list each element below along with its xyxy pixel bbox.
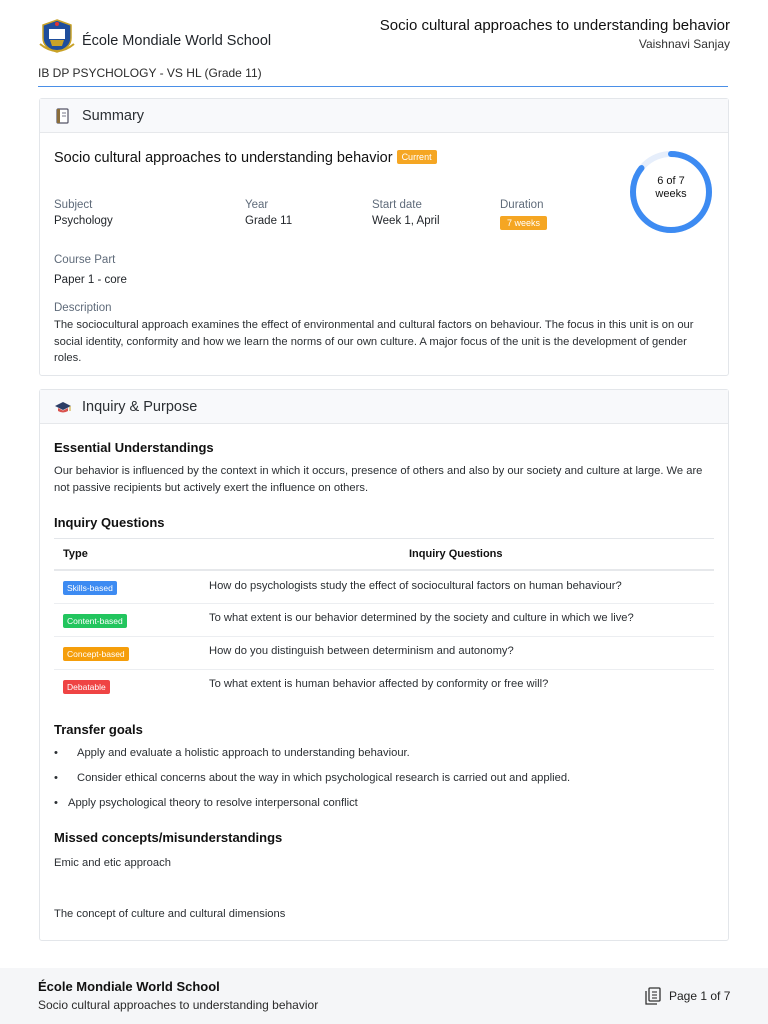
year-label: Year: [245, 199, 269, 211]
row-divider: [54, 603, 714, 604]
row-divider: [54, 636, 714, 637]
page-footer: [0, 968, 768, 1024]
year-value: Grade 11: [245, 215, 293, 227]
table-header-divider: [54, 569, 714, 571]
footer-document-title: Socio cultural approaches to understanding behavior: [38, 998, 319, 1012]
progress-count: 6 of 7: [657, 175, 685, 187]
summary-section-title: Summary: [82, 108, 145, 124]
school-crest-icon: [38, 18, 76, 54]
start-date-label: Start date: [372, 199, 422, 211]
table-header-type: Type: [63, 548, 88, 560]
subject-value: Psychology: [54, 215, 113, 227]
description-label: Description: [54, 302, 112, 314]
page-header: [38, 14, 730, 58]
question-text: To what extent is our behavior determined by the society and culture in which we live?: [209, 612, 634, 624]
subject-label: Subject: [54, 199, 93, 211]
inquiry-card: [39, 389, 729, 941]
inquiry-section-title: Inquiry & Purpose: [82, 399, 198, 415]
row-divider: [54, 669, 714, 670]
summary-card: [39, 98, 729, 376]
essential-understandings-text: Our behavior is influenced by the context in which it occurs, presence of others and also by our society and culture at large. We are not passive recipients but actively exert the influence on others.: [54, 465, 703, 494]
list-item: • Apply and evaluate a holistic approach to understanding behaviour.: [54, 747, 410, 759]
inquiry-questions-heading: Inquiry Questions: [54, 515, 165, 530]
pages-icon: [645, 987, 661, 1005]
question-text: To what extent is human behavior affected by conformity or free will?: [209, 678, 549, 690]
list-item: • Apply psychological theory to resolve interpersonal conflict: [54, 797, 358, 809]
course-part-value: Paper 1 - core: [54, 274, 127, 286]
footer-school-name: École Mondiale World School: [38, 979, 220, 994]
essential-understandings-heading: Essential Understandings: [54, 440, 214, 455]
program-label: IB DP PSYCHOLOGY - VS HL (Grade 11): [38, 66, 262, 80]
school-name: École Mondiale World School: [82, 33, 272, 49]
course-part-label: Course Part: [54, 254, 116, 266]
type-badge-content: Content-based: [63, 614, 127, 628]
unit-title: [54, 150, 437, 166]
progress-unit: weeks: [655, 188, 687, 200]
type-badge-concept: Concept-based: [63, 647, 129, 661]
progress-text: [626, 175, 716, 201]
duration-label: Duration: [500, 199, 544, 211]
page-number: Page 1 of 7: [669, 989, 731, 1003]
status-badge: Current: [397, 150, 437, 164]
missed-concepts-heading: Missed concepts/misunderstandings: [54, 830, 283, 845]
table-top-border: [54, 538, 714, 539]
inquiry-header: [40, 390, 728, 424]
type-badge-skills: Skills-based: [63, 581, 117, 595]
table-header-questions: Inquiry Questions: [409, 548, 503, 560]
question-text: How do psychologists study the effect of sociocultural factors on human behaviour?: [209, 580, 622, 592]
transfer-goals-heading: Transfer goals: [54, 722, 143, 737]
start-date-value: Week 1, April: [372, 215, 440, 227]
unit-title-text: Socio cultural approaches to understanding behavior: [54, 150, 393, 166]
list-item: • Consider ethical concerns about the way in which psychological research is carried out and applied.: [54, 772, 571, 784]
header-divider: [38, 86, 728, 87]
book-icon: [54, 107, 72, 125]
document-title: Socio cultural approaches to understanding behavior: [379, 17, 730, 34]
author-name: Vaishnavi Sanjay: [638, 37, 730, 51]
missed-concept-item: Emic and etic approach: [54, 857, 171, 869]
duration-badge: 7 weeks: [500, 216, 547, 230]
summary-header: [40, 99, 728, 133]
missed-concept-item: The concept of culture and cultural dimensions: [54, 908, 286, 920]
graduation-cap-icon: [54, 398, 72, 416]
type-badge-debatable: Debatable: [63, 680, 110, 694]
question-text: How do you distinguish between determinism and autonomy?: [209, 645, 514, 657]
description-text: The sociocultural approach examines the effect of environmental and cultural factors on behaviour. The focus in this unit is on our social identity, conformity and how we learn the norms of our own culture. A major focus of the unit is the development of gender roles.: [54, 319, 694, 364]
